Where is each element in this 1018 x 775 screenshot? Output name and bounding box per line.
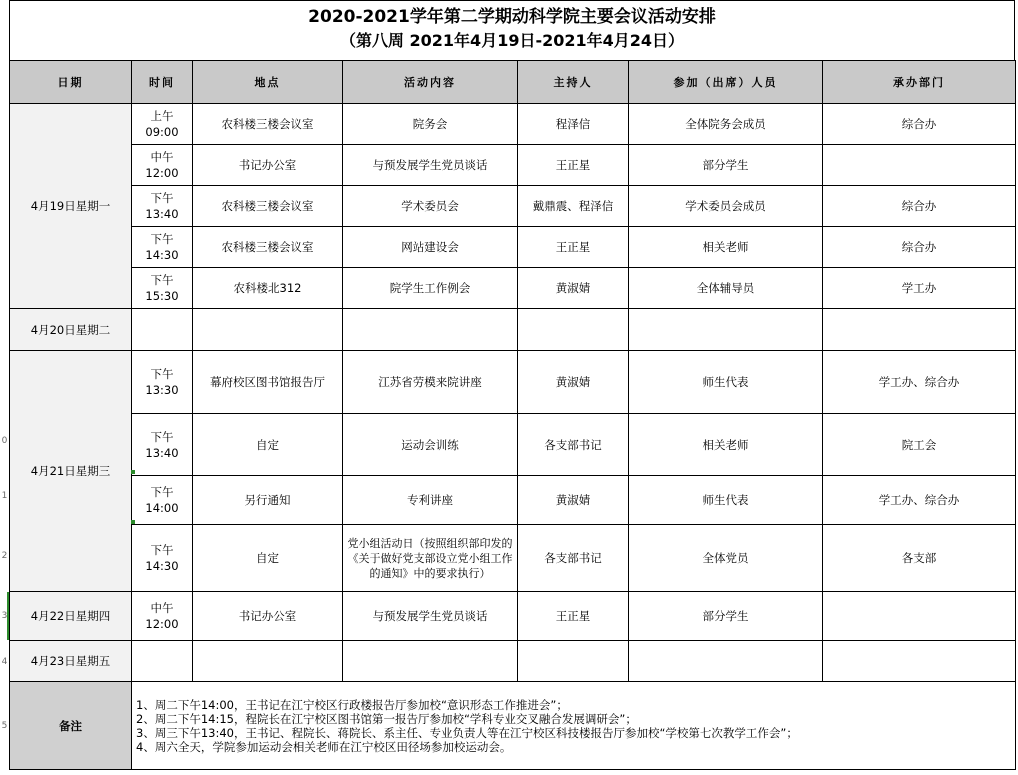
- department-cell[interactable]: 学工办、综合办: [823, 351, 1016, 414]
- department-cell[interactable]: 各支部: [823, 525, 1016, 592]
- department-cell[interactable]: 综合办: [823, 104, 1016, 145]
- activity-cell[interactable]: 党小组活动日（按照组织部印发的《关于做好党支部设立党小组工作的通知》中的要求执行）: [343, 525, 518, 592]
- row-number: 2: [1, 551, 8, 561]
- notes-cell[interactable]: [132, 682, 1016, 770]
- participants-cell[interactable]: 学术委员会成员: [629, 186, 823, 227]
- table-row: [10, 592, 1016, 641]
- row-number: 4: [1, 657, 8, 667]
- note-line: 3、周三下午13:40，王书记、程院长、蒋院长、系主任、专业负责人等在江宁校区科技楼报告厅参加校“学校第七次教学工作会”；: [136, 725, 798, 740]
- time-cell[interactable]: [132, 268, 193, 309]
- time-cell[interactable]: [132, 186, 193, 227]
- department-cell[interactable]: 综合办: [823, 227, 1016, 268]
- host-cell[interactable]: 王正星: [518, 227, 629, 268]
- activity-cell[interactable]: 网站建设会: [343, 227, 518, 268]
- department-cell[interactable]: 综合办: [823, 186, 1016, 227]
- empty-cell[interactable]: [823, 309, 1016, 351]
- time-value: 12:00: [145, 166, 179, 180]
- location-cell[interactable]: 书记办公室: [193, 145, 343, 186]
- time-period: 下午: [150, 543, 174, 557]
- date-cell[interactable]: 4月20日星期二: [10, 309, 132, 351]
- time-value: 09:00: [145, 125, 179, 139]
- host-cell[interactable]: 程泽信: [518, 104, 629, 145]
- activity-cell[interactable]: 与预发展学生党员谈话: [343, 592, 518, 641]
- location-cell[interactable]: 农科楼三楼会议室: [193, 186, 343, 227]
- table-row: [10, 309, 1016, 351]
- time-value: 13:40: [145, 445, 179, 460]
- time-value: 14:30: [145, 248, 179, 262]
- host-cell[interactable]: 各支部书记: [518, 525, 629, 592]
- table-row: [10, 414, 1016, 476]
- header-location[interactable]: 地点: [193, 61, 343, 104]
- participants-cell[interactable]: 全体党员: [629, 525, 823, 592]
- header-row: [10, 61, 1016, 104]
- time-cell[interactable]: [132, 351, 193, 414]
- time-cell[interactable]: [132, 414, 193, 476]
- participants-cell[interactable]: 相关老师: [629, 227, 823, 268]
- header-participants[interactable]: 参加（出席）人员: [629, 61, 823, 104]
- time-value: 14:30: [145, 559, 179, 573]
- activity-cell[interactable]: 运动会训练: [343, 414, 518, 476]
- title-line-2: （第八周 2021年4月19日-2021年4月24日）: [339, 31, 685, 50]
- header-department[interactable]: 承办部门: [823, 61, 1016, 104]
- schedule-table: [9, 60, 1016, 770]
- department-cell[interactable]: 学工办、综合办: [823, 476, 1016, 525]
- time-period: 下午: [150, 232, 174, 246]
- header-activity[interactable]: 活动内容: [343, 61, 518, 104]
- table-row: [10, 476, 1016, 525]
- comment-marker: [131, 470, 135, 474]
- row-number: 5: [1, 721, 8, 731]
- location-cell[interactable]: 农科楼三楼会议室: [193, 227, 343, 268]
- empty-cell[interactable]: [629, 309, 823, 351]
- location-cell[interactable]: 自定: [193, 525, 343, 592]
- participants-cell[interactable]: 全体院务会成员: [629, 104, 823, 145]
- header-host[interactable]: 主持人: [518, 61, 629, 104]
- time-value: 14:00: [145, 501, 179, 515]
- date-cell[interactable]: 4月23日星期五: [10, 641, 132, 682]
- table-row: [10, 525, 1016, 592]
- notes-row: [10, 682, 1016, 770]
- empty-cell[interactable]: [823, 641, 1016, 682]
- empty-cell[interactable]: [343, 641, 518, 682]
- participants-cell[interactable]: 部分学生: [629, 592, 823, 641]
- note-line: 4、周六全天，学院参加运动会相关老师在江宁校区田径场参加校运动会。: [136, 739, 512, 754]
- host-cell[interactable]: 王正星: [518, 145, 629, 186]
- department-cell[interactable]: [823, 145, 1016, 186]
- time-period: 下午: [150, 485, 174, 499]
- time-period: 上午: [150, 109, 174, 123]
- time-cell[interactable]: [132, 104, 193, 145]
- activity-cell[interactable]: 专利讲座: [343, 476, 518, 525]
- activity-cell[interactable]: 江苏省劳模来院讲座: [343, 351, 518, 414]
- empty-cell[interactable]: [629, 641, 823, 682]
- time-period: 中午: [150, 601, 174, 615]
- host-cell[interactable]: 黄淑婧: [518, 476, 629, 525]
- time-cell[interactable]: [132, 145, 193, 186]
- location-cell[interactable]: 书记办公室: [193, 592, 343, 641]
- location-cell[interactable]: 自定: [193, 414, 343, 476]
- activity-cell[interactable]: 院务会: [343, 104, 518, 145]
- location-cell[interactable]: 另行通知: [193, 476, 343, 525]
- note-line: 1、周二下午14:00，王书记在江宁校区行政楼报告厅参加校“意识形态工作推进会”；: [136, 697, 568, 712]
- time-period: 下午: [150, 273, 174, 287]
- time-cell[interactable]: [132, 476, 193, 525]
- host-cell[interactable]: 王正星: [518, 592, 629, 641]
- time-cell[interactable]: [132, 592, 193, 641]
- table-row: [10, 641, 1016, 682]
- table-row: [10, 268, 1016, 309]
- empty-cell[interactable]: [343, 309, 518, 351]
- time-value: 12:00: [145, 617, 179, 631]
- location-cell[interactable]: 农科楼三楼会议室: [193, 104, 343, 145]
- schedule-title[interactable]: [9, 0, 1015, 60]
- empty-cell[interactable]: [193, 309, 343, 351]
- location-cell[interactable]: 幕府校区图书馆报告厅: [193, 351, 343, 414]
- location-cell[interactable]: 农科楼北312: [193, 268, 343, 309]
- row-number: 0: [1, 436, 8, 446]
- header-date[interactable]: 日期: [10, 61, 132, 104]
- date-cell[interactable]: 4月22日星期四: [10, 592, 132, 641]
- host-cell[interactable]: 各支部书记: [518, 414, 629, 476]
- department-cell[interactable]: 学工办: [823, 268, 1016, 309]
- time-cell[interactable]: [132, 525, 193, 592]
- empty-cell[interactable]: [193, 641, 343, 682]
- table-row: [10, 186, 1016, 227]
- host-cell[interactable]: 黄淑婧: [518, 351, 629, 414]
- note-line: 2、周二下午14:15，程院长在江宁校区图书馆第一报告厅参加校“学科专业交叉融合发展调研会”；: [136, 711, 637, 726]
- table-row: [10, 227, 1016, 268]
- activity-cell[interactable]: 与预发展学生党员谈话: [343, 145, 518, 186]
- time-period: 下午: [150, 191, 174, 205]
- notes-label[interactable]: 备注: [10, 682, 132, 770]
- time-value: 15:30: [145, 289, 179, 303]
- department-cell[interactable]: [823, 592, 1016, 641]
- row-number: 3: [1, 611, 8, 621]
- time-period: 中午: [150, 150, 174, 164]
- empty-cell[interactable]: [132, 641, 193, 682]
- participants-cell[interactable]: 师生代表: [629, 351, 823, 414]
- row-number: 1: [1, 491, 8, 501]
- empty-cell[interactable]: [518, 641, 629, 682]
- date-cell[interactable]: 4月21日星期三: [10, 351, 132, 592]
- participants-cell[interactable]: 全体辅导员: [629, 268, 823, 309]
- host-cell[interactable]: 戴鼎震、程泽信: [518, 186, 629, 227]
- time-cell[interactable]: [132, 227, 193, 268]
- comment-marker: [131, 520, 135, 524]
- empty-cell[interactable]: [518, 309, 629, 351]
- date-cell[interactable]: 4月19日星期一: [10, 104, 132, 309]
- participants-cell[interactable]: 相关老师: [629, 414, 823, 476]
- table-row: [10, 145, 1016, 186]
- activity-cell[interactable]: 学术委员会: [343, 186, 518, 227]
- time-period: 下午: [150, 429, 174, 444]
- activity-cell[interactable]: 院学生工作例会: [343, 268, 518, 309]
- time-period: 下午: [150, 367, 174, 381]
- participants-cell[interactable]: 部分学生: [629, 145, 823, 186]
- header-time[interactable]: 时间: [132, 61, 193, 104]
- time-value: 13:30: [145, 383, 179, 397]
- participants-cell[interactable]: 师生代表: [629, 476, 823, 525]
- title-line-1: 2020-2021学年第二学期动科学院主要会议活动安排: [308, 7, 716, 27]
- table-row: [10, 351, 1016, 414]
- department-cell[interactable]: 院工会: [823, 414, 1016, 476]
- host-cell[interactable]: 黄淑婧: [518, 268, 629, 309]
- time-value: 13:40: [145, 207, 179, 221]
- empty-cell[interactable]: [132, 309, 193, 351]
- table-row: [10, 104, 1016, 145]
